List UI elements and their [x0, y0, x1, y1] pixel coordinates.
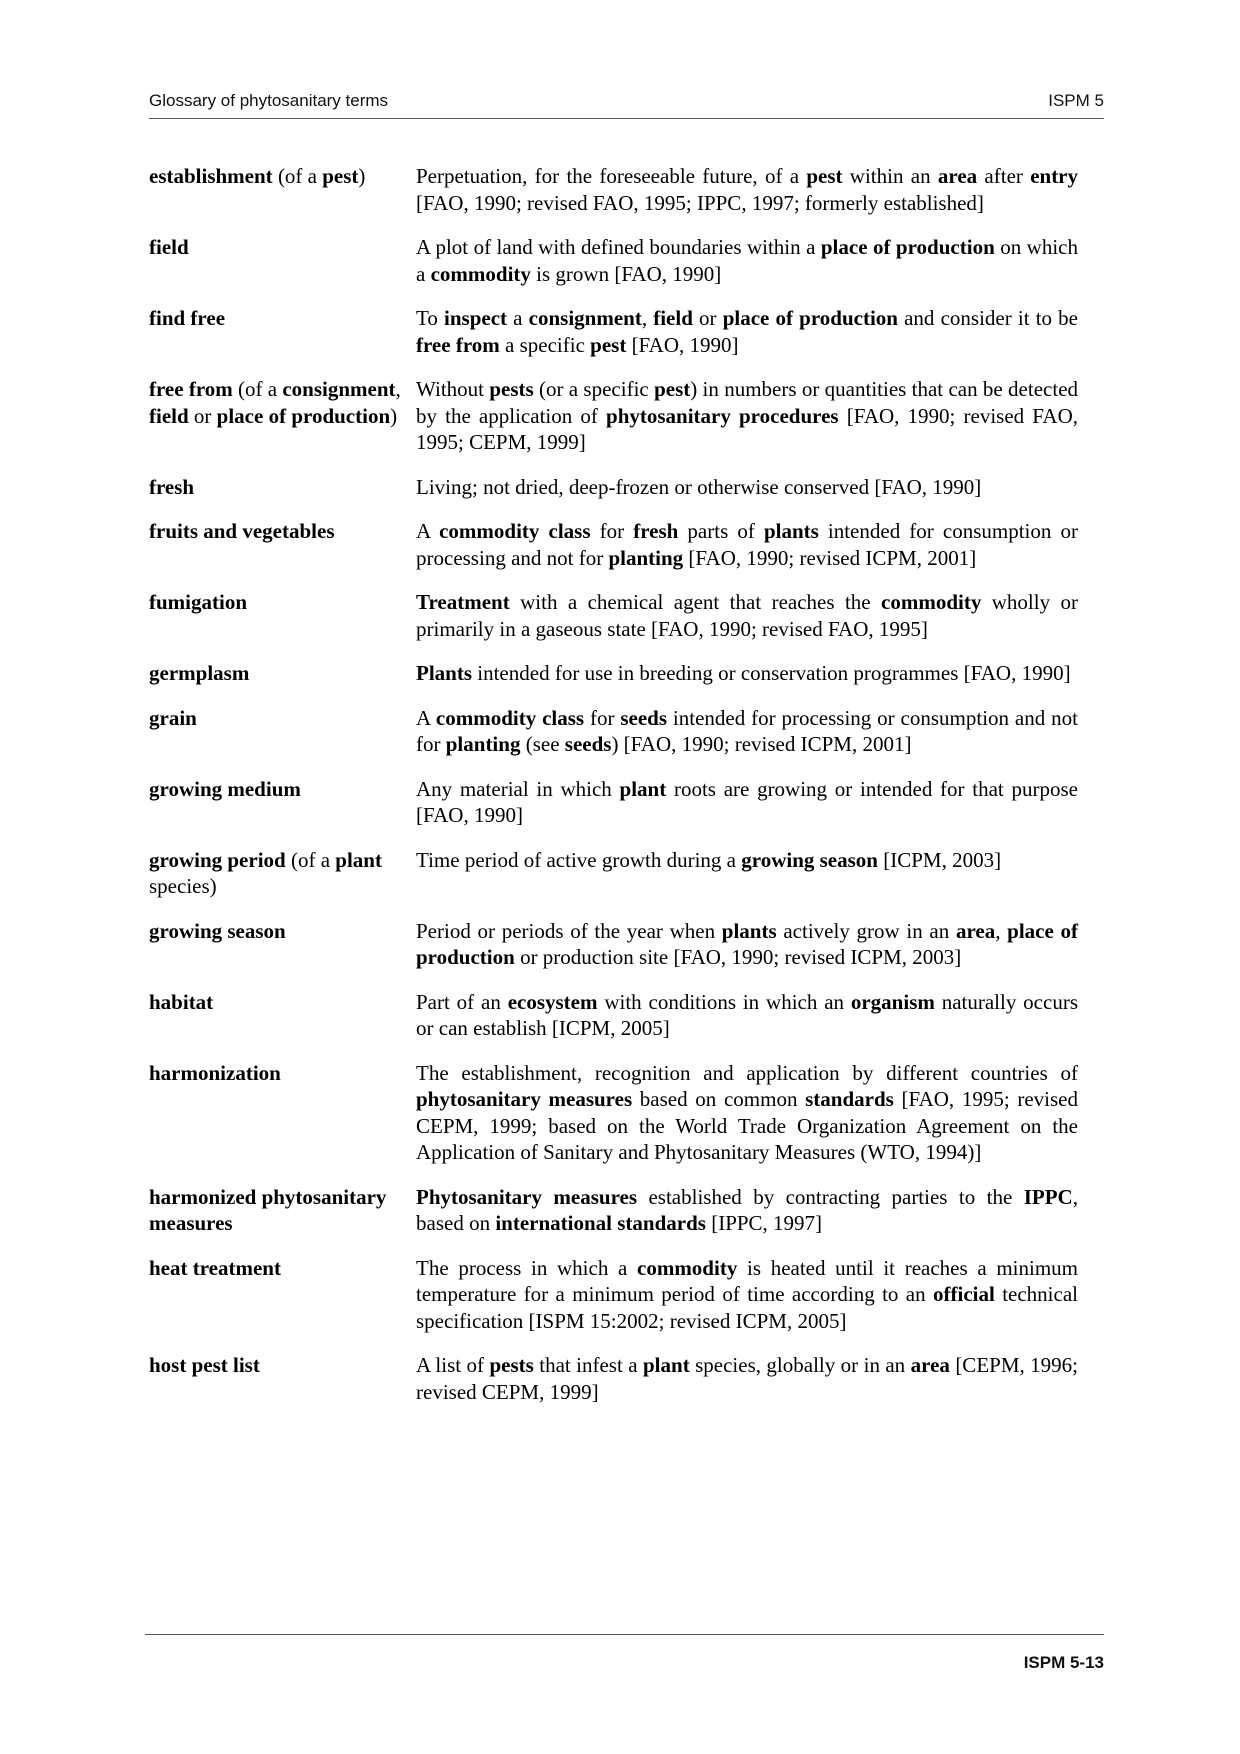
text-run: actively grow in an — [776, 918, 956, 943]
text-run: (of a — [285, 847, 336, 872]
text-run: parts of — [678, 519, 764, 543]
text-run: naturally occurs or can establish [ICPM, 2005] — [416, 989, 1078, 1040]
text-run: ) — [390, 403, 398, 428]
text-run: is heated until it reaches a minimum temperature for a minimum period of time according to an — [416, 1255, 1078, 1306]
text-run: (of a — [232, 377, 283, 401]
entry-term — [149, 589, 416, 642]
text-run: Any material in which — [416, 776, 620, 801]
text-run: intended for consumption or processing and not for — [416, 519, 1078, 570]
bold-term: host pest list — [149, 1353, 260, 1377]
bold-term: growing season — [149, 918, 286, 943]
entry-definition — [416, 705, 1078, 758]
bold-term: plant — [643, 1353, 690, 1377]
bold-term: place of production — [820, 235, 995, 259]
text-run: a — [507, 306, 529, 330]
bold-term: establishment — [149, 164, 273, 188]
entry-definition — [416, 518, 1078, 571]
entry-term — [149, 918, 416, 971]
bold-term: area — [910, 1353, 950, 1377]
entry-definition — [416, 660, 1078, 687]
bold-term: phytosanitary procedures — [606, 403, 839, 428]
entry-definition — [416, 847, 1078, 900]
bold-term: planting — [608, 545, 684, 570]
entry-term — [149, 518, 416, 571]
bold-term: pest — [590, 332, 627, 357]
entry-definition — [416, 1255, 1078, 1335]
text-run: To — [416, 306, 445, 330]
bold-term: commodity — [637, 1255, 738, 1280]
entry-definition — [416, 1060, 1078, 1166]
bold-term: area — [937, 164, 978, 188]
glossary-entry — [149, 1060, 1078, 1166]
bold-term: free from — [149, 377, 233, 401]
bold-term: pest — [322, 164, 359, 188]
entry-term — [149, 847, 416, 900]
glossary-entry — [149, 234, 1078, 287]
bold-term: habitat — [149, 989, 214, 1014]
bold-term: fruits and vegetables — [149, 519, 335, 543]
text-run: The establishment, recognition and application by different countries of — [416, 1060, 1078, 1085]
bold-term: entry — [1030, 164, 1079, 188]
text-run: , based on — [416, 1184, 1078, 1235]
bold-term: find free — [149, 306, 226, 330]
bold-term: germplasm — [149, 661, 250, 685]
glossary-entry — [149, 660, 1078, 687]
bold-term: plants — [721, 918, 777, 943]
text-run: wholly or primarily in a gaseous state [FAO, 1990; revised FAO, 1995] — [416, 590, 1078, 641]
entry-term — [149, 376, 416, 456]
text-run: (of a — [272, 164, 323, 188]
text-run: based on common — [632, 1087, 806, 1111]
bold-term: pest — [806, 164, 843, 188]
text-run: with conditions in which an — [597, 989, 851, 1014]
text-run: for — [584, 705, 621, 730]
glossary-entry — [149, 1184, 1078, 1237]
text-run: and consider it to be — [897, 306, 1078, 330]
entry-definition — [416, 776, 1078, 829]
entry-term — [149, 660, 416, 687]
glossary-entry — [149, 1255, 1078, 1335]
entry-term — [149, 305, 416, 358]
entry-term — [149, 234, 416, 287]
text-run: established by contracting parties to the — [637, 1184, 1024, 1209]
bold-term: growing medium — [149, 776, 301, 801]
entry-definition — [416, 234, 1078, 287]
text-run: A list of — [416, 1353, 490, 1377]
bold-term: seeds — [620, 705, 668, 730]
text-run: a specific — [499, 332, 591, 357]
text-run: for — [590, 519, 634, 543]
text-run: A — [416, 705, 436, 730]
header-title: Glossary of phytosanitary terms — [149, 91, 389, 110]
glossary-entry — [149, 1352, 1078, 1405]
glossary-entry — [149, 589, 1078, 642]
text-run: [FAO, 1995; revised CEPM, 1999; based on the World Trade Organization Agreement on the Application of Sanitary and Phytosanitary Measures (WTO, 1994)] — [416, 1087, 1078, 1164]
bold-term: phytosanitary measures — [416, 1087, 633, 1111]
bold-term: Treatment — [416, 590, 510, 614]
text-run: , — [641, 306, 654, 330]
bold-term: place of production — [416, 918, 1079, 969]
text-run: ) — [358, 164, 366, 188]
bold-term: pests — [489, 377, 534, 401]
text-run: after — [977, 164, 1031, 188]
bold-term: harmonization — [149, 1060, 281, 1085]
text-run: [IPPC, 1997] — [705, 1211, 823, 1235]
entry-definition — [416, 1184, 1078, 1237]
bold-term: commodity — [430, 261, 531, 286]
bold-term: Plants — [416, 661, 473, 685]
entry-term — [149, 474, 416, 501]
bold-term: Phytosanitary measures — [416, 1184, 638, 1209]
text-run: roots are growing or intended for that purpose [FAO, 1990] — [416, 776, 1078, 827]
text-run: , — [995, 918, 1008, 943]
bold-term: fresh — [633, 519, 679, 543]
entry-term — [149, 1352, 416, 1405]
text-run: Period or periods of the year when — [416, 918, 722, 943]
text-run: , — [395, 377, 401, 401]
page-header — [149, 88, 1104, 119]
glossary-entry — [149, 847, 1078, 900]
text-run: [ICPM, 2003] — [877, 847, 1002, 872]
bold-term: official — [933, 1282, 995, 1306]
glossary-entry — [149, 989, 1078, 1042]
text-run: intended for processing or consumption and not for — [416, 705, 1078, 756]
text-run: that infest a — [533, 1353, 643, 1377]
entry-term — [149, 1255, 416, 1335]
bold-term: free from — [416, 332, 500, 357]
bold-term: grain — [149, 705, 197, 730]
text-run: [FAO, 1990; revised FAO, 1995; CEPM, 1999] — [416, 403, 1078, 454]
bold-term: ecosystem — [507, 989, 598, 1014]
entry-definition — [416, 376, 1078, 456]
glossary-entry — [149, 518, 1078, 571]
bold-term: pest — [654, 377, 691, 401]
bold-term: organism — [850, 989, 935, 1014]
text-run: or — [692, 306, 723, 330]
glossary-entry — [149, 705, 1078, 758]
text-run: A — [416, 519, 440, 543]
glossary-entry — [149, 163, 1078, 216]
bold-term: heat treatment — [149, 1255, 281, 1280]
text-run: intended for use in breeding or conservation programmes [FAO, 1990] — [472, 661, 1071, 685]
entry-term — [149, 776, 416, 829]
bold-term: inspect — [444, 306, 508, 330]
text-run: The process in which a — [416, 1255, 637, 1280]
bold-term: fumigation — [149, 590, 248, 614]
page-footer — [145, 1634, 1104, 1672]
bold-term: consignment — [528, 306, 642, 330]
glossary-entry — [149, 376, 1078, 456]
text-run: (see — [520, 732, 565, 756]
text-run: or production site [FAO, 1990; revised ICPM, 2003] — [514, 945, 962, 969]
bold-term: plant — [335, 847, 382, 872]
text-run: [CEPM, 1996; revised CEPM, 1999] — [416, 1353, 1079, 1404]
bold-term: plants — [763, 519, 819, 543]
entry-definition — [416, 1352, 1078, 1405]
glossary-entry — [149, 776, 1078, 829]
bold-term: growing season — [741, 847, 878, 872]
text-run: [FAO, 1990] — [626, 332, 739, 357]
text-run: Perpetuation, for the foreseeable future, of a — [416, 164, 807, 188]
entry-term — [149, 1060, 416, 1166]
bold-term: field — [149, 235, 189, 259]
glossary-list — [149, 163, 1078, 1423]
bold-term: planting — [445, 732, 521, 756]
bold-term: seeds — [564, 732, 612, 756]
text-run: Living; not dried, deep-frozen or otherwise conserved [FAO, 1990] — [416, 474, 982, 499]
bold-term: area — [955, 918, 996, 943]
glossary-entry — [149, 474, 1078, 501]
entry-definition — [416, 918, 1078, 971]
entry-definition — [416, 163, 1078, 216]
text-run: ) in numbers or quantities that can be detected by the application of — [416, 377, 1079, 428]
text-run: within an — [842, 164, 938, 188]
text-run: Part of an — [416, 989, 508, 1014]
bold-term: international standards — [495, 1211, 706, 1235]
bold-term: plant — [619, 776, 667, 801]
bold-term: field — [149, 403, 189, 428]
text-run: ) [FAO, 1990; revised ICPM, 2001] — [611, 732, 912, 756]
glossary-entry — [149, 305, 1078, 358]
bold-term: place of production — [722, 306, 898, 330]
text-run: species) — [149, 874, 217, 898]
text-run: Without — [416, 377, 490, 401]
bold-term: standards — [805, 1087, 894, 1111]
bold-term: field — [653, 306, 693, 330]
bold-term: IPPC — [1023, 1184, 1073, 1209]
text-run: or — [188, 403, 217, 428]
text-run: Time period of active growth during a — [416, 847, 742, 872]
text-run: A plot of land with defined boundaries within a — [416, 235, 821, 259]
bold-term: growing period — [149, 847, 286, 872]
text-run: with a chemical agent that reaches the — [509, 590, 882, 614]
bold-term: place of production — [216, 403, 391, 428]
entry-term — [149, 705, 416, 758]
text-run: technical specification [ISPM 15:2002; revised ICPM, 2005] — [416, 1282, 1078, 1333]
entry-term — [149, 1184, 416, 1237]
entry-definition — [416, 474, 1078, 501]
text-run: species, globally or in an — [689, 1353, 911, 1377]
bold-term: commodity — [881, 590, 982, 614]
bold-term: commodity class — [439, 519, 591, 543]
bold-term: pests — [489, 1353, 534, 1377]
header-standard-number: ISPM 5 — [1048, 91, 1104, 110]
text-run: on which a — [416, 235, 1078, 286]
entry-definition — [416, 305, 1078, 358]
bold-term: harmonized phytosanitary measures — [149, 1184, 387, 1235]
text-run: is grown [FAO, 1990] — [530, 261, 722, 286]
entry-term — [149, 989, 416, 1042]
text-run: [FAO, 1990; revised FAO, 1995; IPPC, 1997; formerly established] — [416, 190, 984, 215]
bold-term: fresh — [149, 474, 195, 499]
glossary-entry — [149, 918, 1078, 971]
page-number: ISPM 5-13 — [1023, 1653, 1104, 1672]
entry-definition — [416, 989, 1078, 1042]
entry-definition — [416, 589, 1078, 642]
text-run: [FAO, 1990; revised ICPM, 2001] — [683, 545, 977, 570]
bold-term: commodity class — [435, 705, 585, 730]
text-run: (or a specific — [533, 377, 655, 401]
bold-term: consignment — [282, 377, 396, 401]
entry-term — [149, 163, 416, 216]
